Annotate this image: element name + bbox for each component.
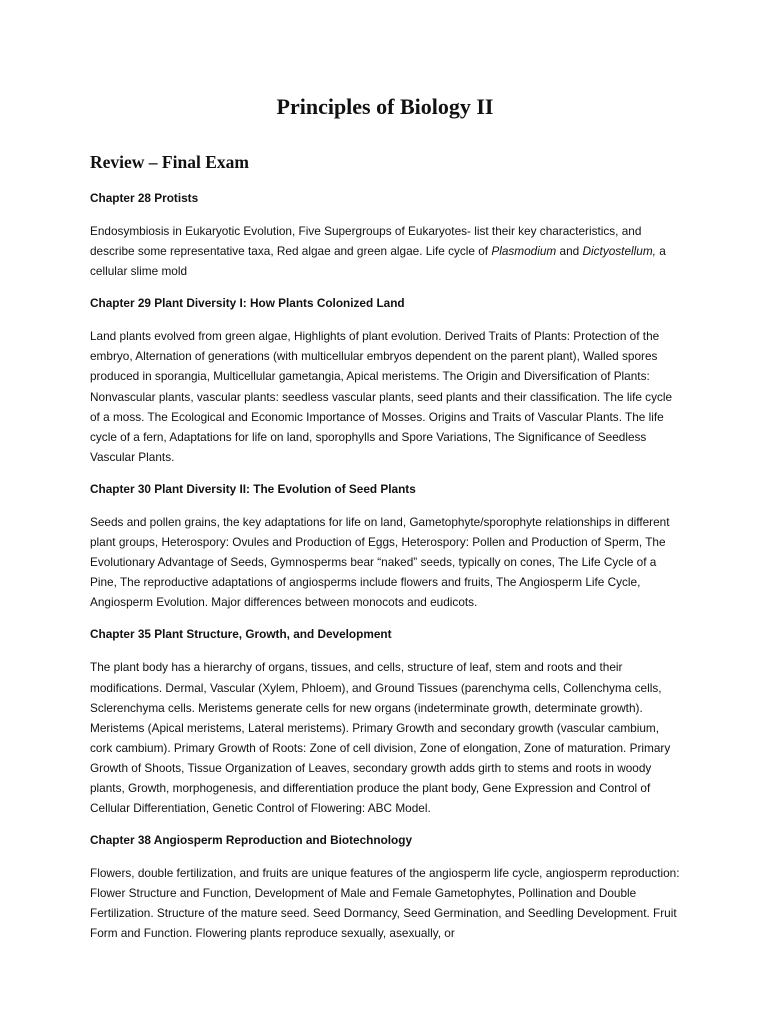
body-text: a cellular slime mold <box>90 244 666 279</box>
chapter-body <box>90 863 680 943</box>
body-text: Land plants evolved from green algae, Highlights of plant evolution. Derived Traits of Plants: Protection of the embryo, Alternation of generations (with multicellular embryos dependent on the parent plant), Walled spores produced in sporangia, Multicellular gametangia, Apical meristems. The Origin and Diversification of Plants: Nonvascular plants, vascular plants: seedless vascular plants, seed plants and their classification. The life cycle of a moss. The Ecological and Economic Importance of Mosses. Origins and Traits of Vascular Plants. The life cycle of a fern, Adaptations for life on land, sporophylls and Spore Variations, The Significance of Seedless Vascular Plants. <box>90 329 673 464</box>
chapter-section <box>90 479 680 612</box>
chapter-list <box>90 188 680 944</box>
italic-term: Plasmodium <box>491 244 557 259</box>
body-text: Seeds and pollen grains, the key adaptations for life on land, Gametophyte/sporophyte relationships in different plant groups, Heterospory: Ovules and Production of Eggs, Heterospory: Pollen and Production of Sperm, The Evolutionary Advantage of Seeds, Gymnosperms bear “naked” seeds, typically on cones, The Life Cycle of a Pine, The reproductive adaptations of angiosperms include flowers and fruits, The Angiosperm Life Cycle, Angiosperm Evolution. Major differences between monocots and eudicots. <box>90 514 670 610</box>
document-title: Principles of Biology II <box>276 94 494 119</box>
chapter-body <box>90 326 680 467</box>
chapter-heading: Chapter 28 Protists <box>90 191 199 205</box>
italic-term: Dictyostellum, <box>582 244 656 259</box>
chapter-body <box>90 657 680 818</box>
chapter-section <box>90 293 680 467</box>
chapter-body <box>90 512 680 612</box>
chapter-heading: Chapter 35 Plant Structure, Growth, and Development <box>90 627 392 642</box>
chapter-body <box>90 221 680 281</box>
document-page <box>90 92 680 956</box>
chapter-section <box>90 624 680 818</box>
chapter-section <box>90 830 680 943</box>
chapter-heading: Chapter 29 Plant Diversity I: How Plants Colonized Land <box>90 296 405 311</box>
body-text: Flowers, double fertilization, and fruits are unique features of the angiosperm life cycle, angiosperm reproduction: Flower Structure and Function, Development of Male and Female Gametophytes, Pollination and Double Fertilization. Structure of the mature seed. Seed Dormancy, Seed Germination, and Seedling Development. Fruit Form and Function. Flowering plants reproduce sexually, asexually, or <box>90 866 680 941</box>
body-text: and <box>556 244 583 259</box>
body-text: Endosymbiosis in Eukaryotic Evolution, Five Supergroups of Eukaryotes- list their key characteristics, and describe some representative taxa, Red algae and green algae. Life cycle of <box>90 224 642 259</box>
chapter-heading: Chapter 30 Plant Diversity II: The Evolution of Seed Plants <box>90 481 416 496</box>
chapter-heading: Chapter 38 Angiosperm Reproduction and Biotechnology <box>90 833 413 848</box>
document-subtitle: Review – Final Exam <box>90 152 249 172</box>
chapter-section <box>90 188 680 281</box>
body-text: The plant body has a hierarchy of organs, tissues, and cells, structure of leaf, stem and roots and their modifications. Dermal, Vascular (Xylem, Phloem), and Ground Tissues (parenchyma cells, Collenchyma cells, Sclerenchyma cells. Meristems generate cells for new organs (indeterminate growth, determinate growth). Meristems (Apical meristems, Lateral meristems). Primary Growth and secondary growth (vascular cambium, cork cambium). Primary Growth of Roots: Zone of cell division, Zone of elongation, Zone of maturation. Primary Growth of Shoots, Tissue Organization of Leaves, secondary growth adds girth to stems and roots in woody plants, Growth, morphogenesis, and differentiation produce the plant body, Gene Expression and Control of Cellular Differentiation, Genetic Control of Flowering: ABC Model. <box>90 660 671 816</box>
